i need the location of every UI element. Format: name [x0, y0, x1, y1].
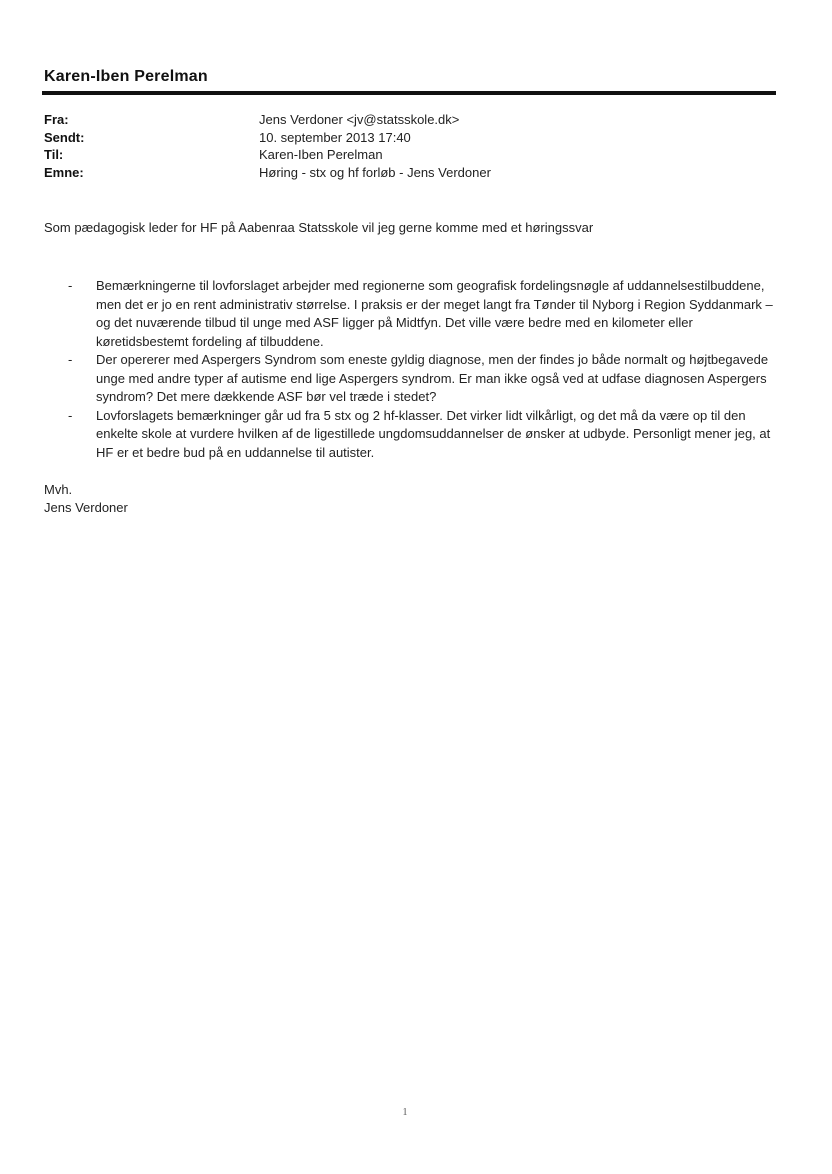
- sender-name: Jens Verdoner: [44, 500, 128, 515]
- intro-paragraph: Som pædagogisk leder for HF på Aabenraa Statsskole vil jeg gerne komme med et høringssvar: [44, 220, 594, 235]
- header-sent-label: Sendt:: [44, 129, 85, 145]
- bullet-dash: -: [68, 278, 73, 293]
- list-item: [68, 407, 783, 463]
- header-row-subject: [44, 164, 491, 182]
- page-number: 1: [402, 1107, 408, 1118]
- header-row-to: [44, 146, 491, 164]
- owner-divider: [42, 91, 776, 95]
- email-headers: [44, 111, 491, 181]
- header-to-value: Karen-Iben Perelman: [259, 147, 383, 162]
- header-sent-value: 10. september 2013 17:40: [259, 129, 411, 145]
- bullet-list: [68, 277, 783, 462]
- signature-block: [44, 481, 128, 517]
- bullet-text: Lovforslagets bemærkninger går ud fra 5 stx og 2 hf-klasser. Det virker lidt vilkårligt, og det må da være op til den enkelte skole at vurdere hvilken af de ligestillede ungdomsuddannelser de ønsker at udbyde. Personligt mener jeg, at HF er et bedre bud på en uddannelse til autister.: [96, 407, 771, 460]
- header-from-value: Jens Verdoner <jv@statsskole.dk>: [259, 112, 460, 127]
- bullet-text: Bemærkningerne til lovforslaget arbejder med regionerne som geografisk fordelingsnøgle af uddannelsestilbuddene, men det er jo en rent administrativ størrelse. I praksis er der meget langt fra Tønder til Nyborg i Region Syddanmark – og det nuværende tilbud til unge med ASF ligger på Midtfyn. Det ville være bedre med en kilometer eller køretidsbestemt fordeling af tilbuddene.: [96, 278, 773, 349]
- closing-greeting: Mvh.: [44, 482, 73, 497]
- bullet-text: Der opererer med Aspergers Syndrom som eneste gyldig diagnose, men der findes jo både normalt og højtbegavede unge med andre typer af autisme end lige Aspergers syndrom. Er man ikke også ved at udfase diagnosen Aspergers syndrom? Det mere dækkende ASF bør vel træde i stedet?: [96, 352, 769, 404]
- page-owner-name: Karen-Iben Perelman: [44, 68, 208, 85]
- header-row-sent: [44, 129, 491, 147]
- bullet-dash: -: [68, 352, 73, 367]
- header-subject-value: Høring - stx og hf forløb - Jens Verdoner: [259, 164, 491, 180]
- header-row-from: [44, 111, 491, 129]
- list-item: [68, 277, 783, 351]
- header-to-label: Til:: [44, 147, 64, 162]
- list-item: [68, 351, 783, 407]
- bullet-dash: -: [68, 407, 73, 423]
- header-subject-label: Emne:: [44, 164, 84, 180]
- header-from-label: Fra:: [44, 112, 69, 127]
